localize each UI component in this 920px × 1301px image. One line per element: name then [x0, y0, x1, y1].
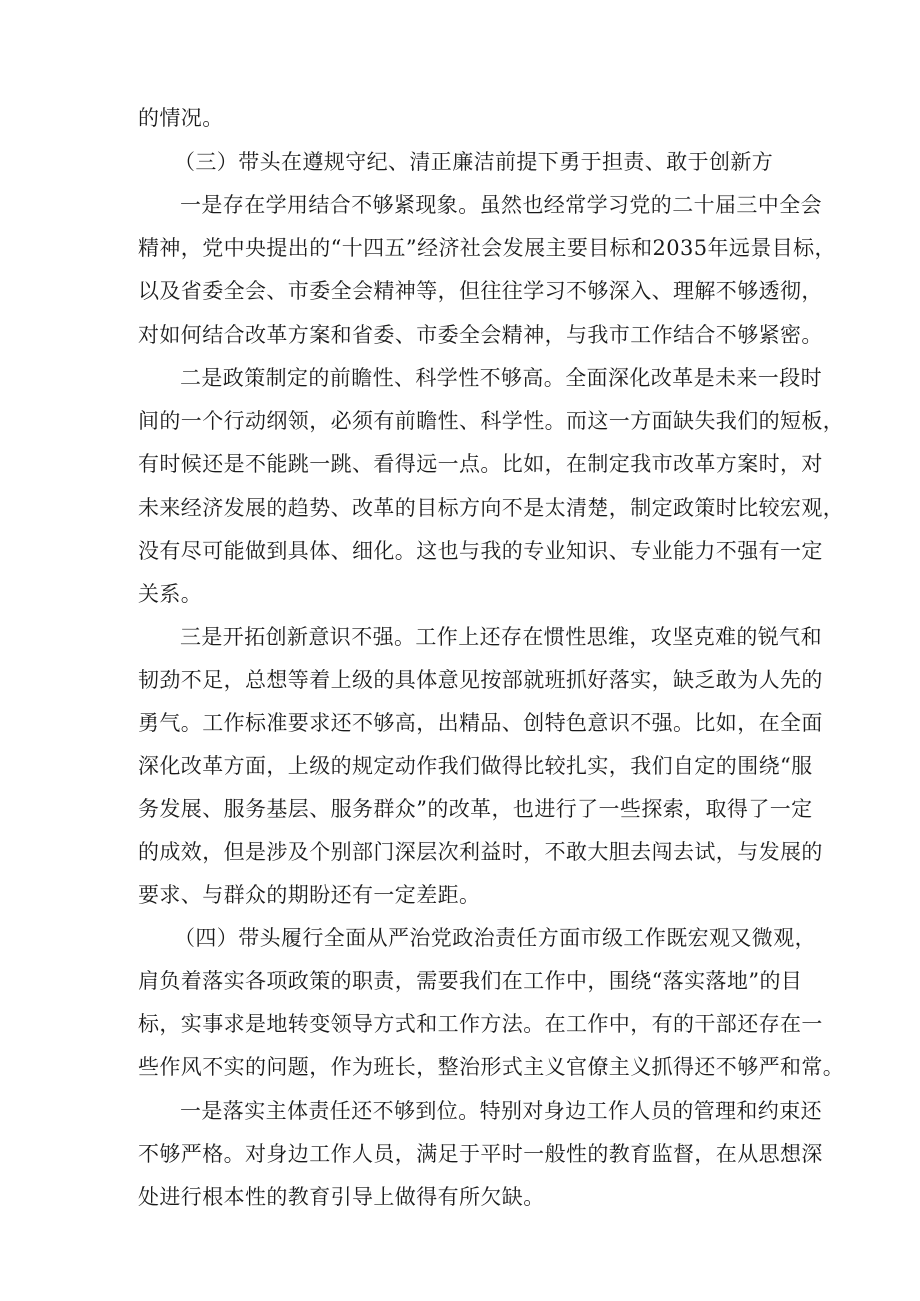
text-line: 间的一个行动纲领，必须有前瞻性、科学性。而这一方面缺失我们的短板， — [138, 409, 845, 433]
text-line: 处进行根本性的教育引导上做得有所欠缺。 — [138, 1185, 545, 1209]
text-line: 要求、与群众的期盼还有一定差距。 — [138, 883, 481, 907]
text-line: 深化改革方面，上级的规定动作我们做得比较扎实，我们自定的围绕“服 — [138, 754, 813, 778]
text-line: 的成效，但是涉及个别部门深层次利益时，不敢大胆去闯去试，与发展的 — [138, 840, 823, 864]
text-line: 二是政策制定的前瞻性、科学性不够高。全面深化改革是未来一段时 — [180, 366, 822, 390]
text-line: 以及省委全会、市委全会精神等，但往往学习不够深入、理解不够透彻， — [138, 279, 823, 303]
text-line: 勇气。工作标准要求还不够高，出精品、创特色意识不强。比如，在全面 — [138, 711, 823, 735]
text-line: 关系。 — [138, 582, 203, 606]
text-line: 一是存在学用结合不够紧现象。虽然也经常学习党的二十届三中全会 — [180, 193, 822, 217]
text-line: 些作风不实的问题，作为班长，整治形式主义官僚主义抓得还不够严和常。 — [138, 1055, 845, 1079]
text-line: 精神，党中央提出的“十四五”经济社会发展主要目标和2035年远景目标， — [138, 236, 836, 260]
text-line: 没有尽可能做到具体、细化。这也与我的专业知识、专业能力不强有一定 — [138, 539, 823, 563]
text-line: 对如何结合改革方案和省委、市委全会精神，与我市工作结合不够紧密。 — [138, 323, 823, 347]
section-heading: （四）带头履行全面从严治党政治责任方面市级工作既宏观又微观， — [174, 926, 816, 950]
text-line: 的情况。 — [138, 106, 224, 130]
text-line: 韧劲不足，总想等着上级的具体意见按部就班抓好落实，缺乏敢为人先的 — [138, 668, 823, 692]
text-line: 一是落实主体责任还不够到位。特别对身边工作人员的管理和约束还 — [180, 1099, 822, 1123]
text-line: 三是开拓创新意识不强。工作上还存在惯性思维，攻坚克难的锐气和 — [180, 625, 822, 649]
section-heading: （三）带头在遵规守纪、清正廉洁前提下勇于担责、敢于创新方 — [174, 150, 774, 174]
text-line: 务发展、服务基层、服务群众”的改革，也进行了一些探索，取得了一定 — [138, 797, 813, 821]
text-line: 未来经济发展的趋势、改革的目标方向不是太清楚，制定政策时比较宏观， — [138, 496, 845, 520]
text-line: 肩负着落实各项政策的职责，需要我们在工作中，围绕“落实落地”的目 — [138, 969, 803, 993]
text-line: 标，实事求是地转变领导方式和工作方法。在工作中，有的干部还存在一 — [138, 1012, 823, 1036]
text-line: 不够严格。对身边工作人员，满足于平时一般性的教育监督，在从思想深 — [138, 1142, 823, 1166]
text-line: 有时候还是不能跳一跳、看得远一点。比如，在制定我市改革方案时，对 — [138, 452, 823, 476]
